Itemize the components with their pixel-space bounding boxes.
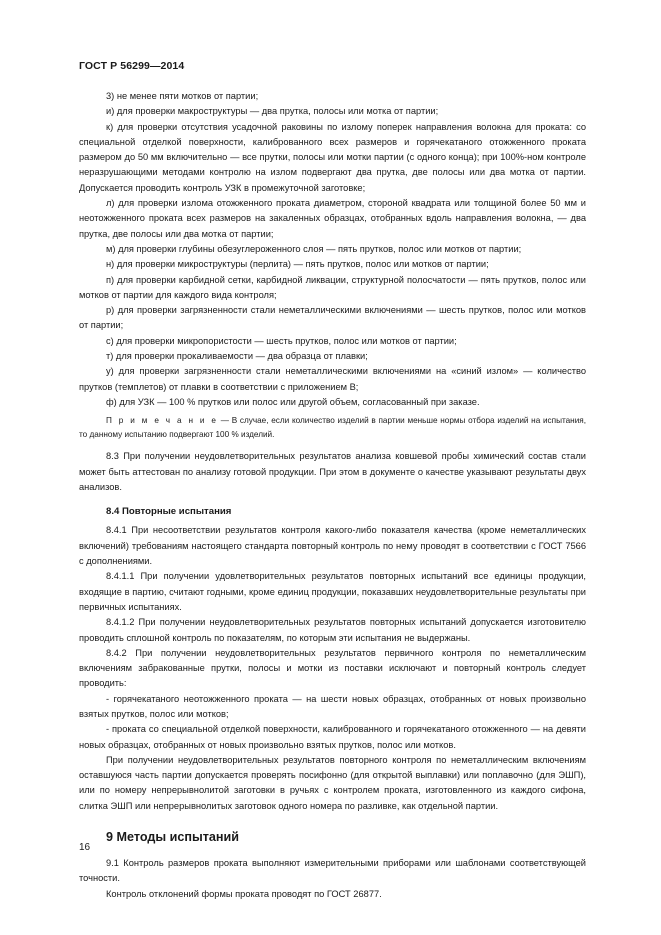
- spacer: [79, 441, 586, 449]
- list-item-u: у) для проверки загрязненности стали неметаллическими включениями на «синий излом» — количество прутков (темплетов) от плавки в соответствии с приложением В;: [79, 366, 586, 392]
- list-item-3: 3) не менее пяти мотков от партии;: [106, 91, 259, 101]
- page-content: [79, 89, 586, 902]
- page-number: 16: [79, 842, 91, 853]
- list-item-m: м) для проверки глубины обезуглероженного слоя — пять прутков, полос или мотков от партии;: [106, 243, 522, 254]
- list-item-t: т) для проверки прокаливаемости — два образца от плавки;: [106, 351, 368, 362]
- dash-item-special-finish: - проката со специальной отделкой поверхности, калиброванного и горячекатаного отожженного — на девяти новых образцах, отобранных от новых произвольно взятых прутков, полос или мотков.: [79, 724, 586, 750]
- list-item-k: к) для проверки отсутствия усадочной раковины по излому поперек направления волокна для проката: со специальной отделкой поверхности, калиброванного всех размеров и горячекатаного отожженного проката размером до 50 мм включительно — все прутки, полосы или мотки партии (с одного конца); при 100%-ном контроле неразрушающими методами контролю на излом подвергают два прутка, две полосы или два мотка от партии. Допускается проводить контроль УЗК в промежуточной заготовке;: [79, 121, 586, 193]
- clause-9-1: 9.1 Контроль размеров проката выполняют измерительными приборами или шаблонами соответствующей точности.: [79, 858, 586, 884]
- note-label: П р и м е ч а н и е: [106, 416, 219, 426]
- dash-item-hot-rolled: - горячекатаного неотожженного проката — на шести новых образцах, отобранных от новых произвольно взятых прутков, полос или мотков;: [79, 693, 586, 719]
- section-heading-9: 9 Методы испытаний: [106, 830, 239, 845]
- list-item-l: л) для проверки излома отожженного проката диаметром, стороной квадрата или толщиной более 50 мм и неотожженного проката всех размеров на закаленных образцах, отобранных вдоль направления волокна, — два прутка, две полосы или два мотка от партии;: [79, 198, 586, 239]
- list-item-i: и) для проверки макроструктуры — два прутка, полосы или мотка от партии;: [106, 106, 439, 117]
- paragraph-form-deviation: Контроль отклонений формы проката проводят по ГОСТ 26877.: [106, 888, 382, 899]
- clause-8-4-1: 8.4.1 При несоответствии результатов контроля какого-либо показателя качества (кроме неметаллических включений) требованиям настоящего стандарта повторный контроль по нему проводят в соответствии с ГОСТ 7566 с дополнениями.: [79, 525, 586, 567]
- standard-header: ГОСТ Р 56299—2014: [79, 60, 185, 72]
- clause-8-4-2: 8.4.2 При получении неудовлетворительных результатов первичного контроля по неметаллическим включениям забракованные прутки, полосы и мотки из поставки исключают и повторный контроль следует проводить:: [79, 647, 586, 689]
- list-item-f: ф) для УЗК — 100 % прутков или полос или другой объем, согласованный при заказе.: [106, 396, 480, 407]
- list-item-r: р) для проверки загрязненности стали неметаллическими включениями — шесть прутков, полос или мотков от партии;: [79, 305, 586, 331]
- clause-8-4-1-2: 8.4.1.2 При получении неудовлетворительных результатов повторных испытаний допускается изготовителю проводить сплошной контроль по показателям, по которым эти испытания не выдержаны.: [79, 617, 586, 643]
- clause-8-3: 8.3 При получении неудовлетворительных результатов анализа ковшевой пробы химический состав стали может быть аттестован по анализу готовой продукции. При этом в документе о качестве указывают результаты двух анализов.: [79, 451, 586, 492]
- list-item-n: н) для проверки микроструктуры (перлита) — пять прутков, полос или мотков от партии;: [106, 259, 489, 270]
- clause-8-4-1-1: 8.4.1.1 При получении удовлетворительных результатов повторных испытаний все единицы продукции, входящие в партию, считают годными, кроме единиц продукции, показавших неудовлетворительные результаты при первичных испытаниях.: [79, 571, 586, 612]
- subsection-heading-8-4: 8.4 Повторные испытания: [106, 506, 232, 518]
- list-item-s: с) для проверки микропористости — шесть прутков, полос или мотков от партии;: [106, 335, 457, 346]
- paragraph-repeat-control: При получении неудовлетворительных результатов повторного контроля по неметаллическим включениям оставшуюся часть партии допускается проверять посифонно (для открытой выплавки) или поплавочно (для ЭШП), или по номеру непрерывнолитой заготовки в ручьях с контролем проката, изготовленного из каждого сифона, слитка ЭШП или непрерывнолитых заготовок одного номера по разливке, как отдельной партии.: [79, 754, 586, 811]
- list-item-p: п) для проверки карбидной сетки, карбидной ликвации, структурной полосчатости — пять прутков, полос или мотков от партии для каждого вида контроля;: [79, 274, 586, 300]
- note: [79, 414, 586, 441]
- note-text: — В случае, если количество изделий в партии меньше нормы отбора изделий на испытания, то данному испытанию подвергают 100 % изделий.: [79, 416, 586, 439]
